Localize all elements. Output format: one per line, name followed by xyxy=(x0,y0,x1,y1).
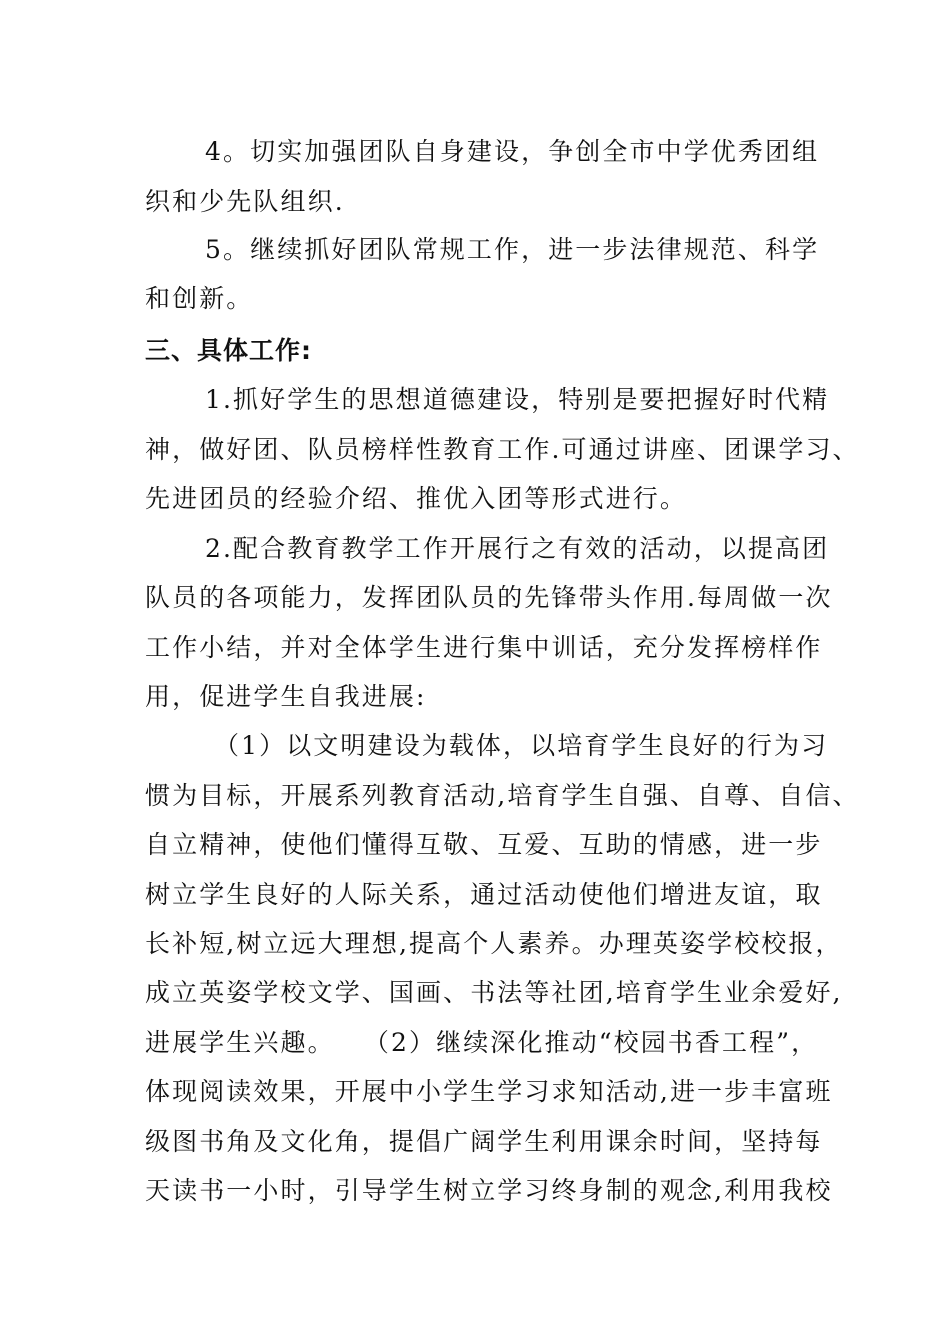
paragraph-line: 2.配合教育教学工作开展行之有效的活动，以提高团 xyxy=(205,534,830,563)
paragraph-line: 4。切实加强团队自身建设，争创全市中学优秀团组 xyxy=(205,137,820,166)
paragraph-line: 进展学生兴趣。 （2）继续深化推动“校园书香工程”， xyxy=(145,1028,819,1057)
paragraph-line: 成立英姿学校文学、国画、书法等社团,培育学生业余爱好, xyxy=(145,978,843,1007)
paragraph-line: （1）以文明建设为载体，以培育学生良好的行为习 xyxy=(214,731,829,760)
paragraph-line: 织和少先队组织. xyxy=(145,187,345,216)
paragraph-line: 神，做好团、队员榜样性教育工作.可通过讲座、团课学习、 xyxy=(145,435,860,464)
paragraph-line: 自立精神，使他们懂得互敬、互爱、互助的情感，进一步 xyxy=(145,830,823,859)
paragraph-line: 树立学生良好的人际关系，通过活动使他们增进友谊，取 xyxy=(145,880,823,909)
paragraph-line: 工作小结，并对全体学生进行集中训话，充分发挥榜样作 xyxy=(145,633,823,662)
paragraph-line: 和创新。 xyxy=(145,284,254,313)
paragraph-line: 天读书一小时，引导学生树立学习终身制的观念,利用我校 xyxy=(145,1176,833,1205)
paragraph-line: 用，促进学生自我进展: xyxy=(145,682,427,711)
section-heading: 三、具体工作: xyxy=(145,336,312,365)
paragraph-line: 级图书角及文化角，提倡广阔学生利用课余时间，坚持每 xyxy=(145,1127,823,1156)
paragraph-line: 5。继续抓好团队常规工作，进一步法律规范、科学 xyxy=(205,235,820,264)
paragraph-line: 队员的各项能力，发挥团队员的先锋带头作用.每周做一次 xyxy=(145,583,833,612)
paragraph-line: 长补短,树立远大理想,提高个人素养。办理英姿学校校报， xyxy=(145,929,843,958)
paragraph-line: 惯为目标，开展系列教育活动,培育学生自强、自尊、自信、 xyxy=(145,781,860,810)
paragraph-line: 先进团员的经验介绍、推优入团等形式进行。 xyxy=(145,484,688,513)
paragraph-line: 1.抓好学生的思想道德建设，特别是要把握好时代精 xyxy=(205,385,830,414)
paragraph-line: 体现阅读效果，开展中小学生学习求知活动,进一步丰富班 xyxy=(145,1077,833,1106)
